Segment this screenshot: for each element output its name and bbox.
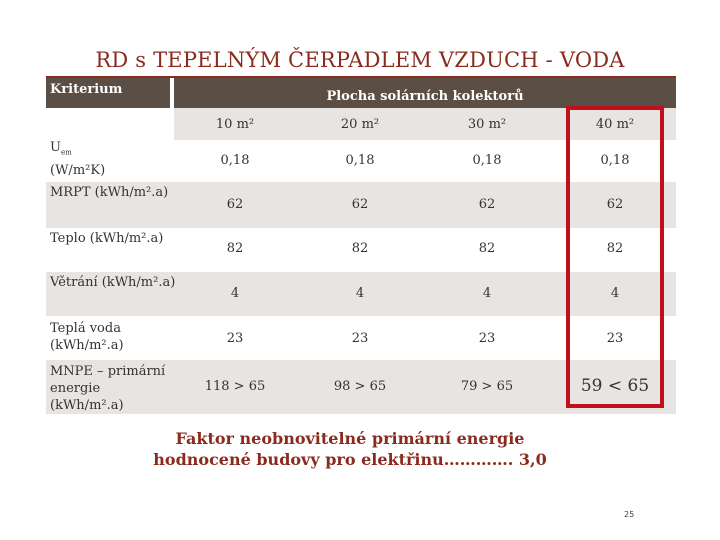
table-cell: 23 <box>606 330 624 346</box>
table-cell: 23 <box>226 330 244 346</box>
row-label-vetrani: Větrání (kWh/m².a) <box>50 275 176 290</box>
column-header: 30 m² <box>467 116 507 132</box>
footnote-line-1: Faktor neobnovitelné primární energie <box>175 429 525 448</box>
table-cell: 4 <box>230 285 240 301</box>
criterion-header-cell <box>46 78 170 108</box>
footnote-line-2: hodnocené budovy pro elektřinu…………. 3,0 <box>153 450 547 469</box>
table-cell: 82 <box>478 240 496 256</box>
table-cell: 62 <box>478 196 496 212</box>
row-label-uem: $U_{em}$ (W/m²K) <box>50 140 106 178</box>
column-header: 20 m² <box>340 116 380 132</box>
column-header: 10 m² <box>215 116 255 132</box>
table-cell: 118 > 65 <box>204 378 266 394</box>
table-cell: 0,18 <box>345 152 375 168</box>
page-title: RD s TEPELNÝM ČERPADLEM VZDUCH - VODA <box>95 48 625 72</box>
table-cell: 98 > 65 <box>333 378 387 394</box>
table-cell: 79 > 65 <box>460 378 514 394</box>
area-header: Plocha solárních kolektorů <box>326 88 524 104</box>
row-label-tepla-voda: Teplá voda (kWh/m².a) <box>50 321 124 353</box>
table-cell: 62 <box>351 196 369 212</box>
criterion-header: Kriterium <box>50 82 123 97</box>
table-cell: 23 <box>478 330 496 346</box>
table-cell: 62 <box>606 196 624 212</box>
table-cell: 4 <box>610 285 620 301</box>
table-cell: 62 <box>226 196 244 212</box>
row-label-teplo: Teplo (kWh/m².a) <box>50 231 164 246</box>
footnote <box>0 428 700 470</box>
table-cell: 82 <box>351 240 369 256</box>
table-cell: 0,18 <box>220 152 250 168</box>
column-header: 40 m² <box>595 116 635 132</box>
table-cell: 0,18 <box>600 152 630 168</box>
table-cell: 82 <box>606 240 624 256</box>
table-cell: 4 <box>482 285 492 301</box>
page-number: 25 <box>624 510 635 519</box>
table-cell: 4 <box>355 285 365 301</box>
area-header-cell <box>174 78 676 108</box>
table-cell: 82 <box>226 240 244 256</box>
table-cell: 0,18 <box>472 152 502 168</box>
row-label-mnpe: MNPE – primární energie (kWh/m².a) <box>50 364 166 413</box>
table-cell: 23 <box>351 330 369 346</box>
highlight-box <box>566 106 664 408</box>
row-label-mrpt: MRPT (kWh/m².a) <box>50 185 169 200</box>
table-cell-highlight: 59 < 65 <box>580 376 650 396</box>
